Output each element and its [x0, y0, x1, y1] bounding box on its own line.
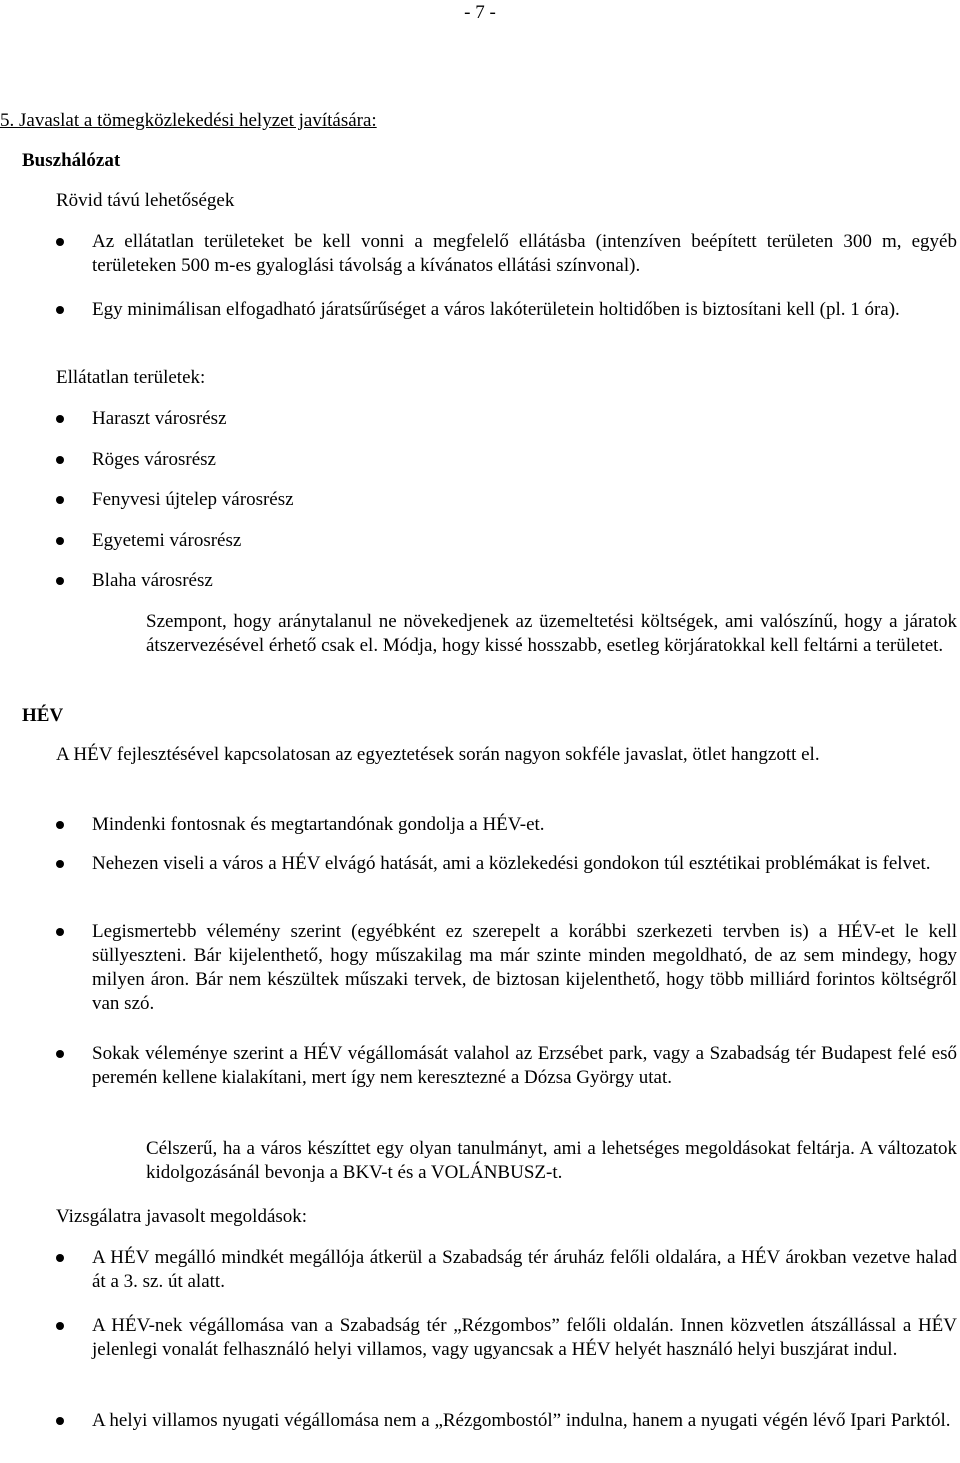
bus-bullet-1: Az ellátatlan területeket be kell vonni a megfelelő ellátásba (intenzíven beépített területen 300 m, egyéb területeken 500 m-es gyaloglási távolság a kívánatos ellátási színvonal). — [92, 231, 957, 276]
proposals-title: Vizsgálatra javasolt megoldások: — [56, 1206, 308, 1227]
bullet-icon — [56, 1417, 64, 1425]
hev-note: Célszerű, ha a város készíttet egy olyan tanulmányt, ami a lehetséges megoldásokat feltárja. A változatok kidolgozásánál bevonja a BKV-t és a VOLÁNBUSZ-t. — [146, 1138, 957, 1183]
area-item-roges: Röges városrész — [92, 449, 216, 470]
bullet-icon — [56, 1322, 64, 1330]
bullet-icon — [56, 238, 64, 246]
short-term-title: Rövid távú lehetőségek — [56, 190, 235, 211]
bullet-icon — [56, 577, 64, 585]
hev-bullet-3: Legismertebb vélemény szerint (egyébként ez szerepelt a korábbi szerkezeti tervben is) a HÉV-et le kell süllyeszteni. Bár kijelenthető, hogy műszakilag ma már szinte minden megoldható, de az sem mindegy, hogy milyen áron. Bár nem készültek műszaki tervek, de biztosan kijelenthető, hogy több milliárd forintos költségről van szó. — [92, 921, 957, 1014]
proposal-2: A HÉV-nek végállomása van a Szabadság tér „Rézgombos” felőli oldalán. Innen közvetlen átszállással a HÉV jelenlegi vonalát felhasználó helyi villamos, vagy ugyancsak a HÉV helyét használó helyi buszjárat indul. — [92, 1315, 957, 1360]
bullet-icon — [56, 1254, 64, 1262]
bullet-icon — [56, 456, 64, 464]
bullet-icon — [56, 821, 64, 829]
bus-heading: Buszhálózat — [22, 150, 121, 171]
section-title: 5. Javaslat a tömegközlekedési helyzet javítására: — [0, 110, 377, 131]
hev-bullet-2: Nehezen viseli a város a HÉV elvágó hatását, ami a közlekedési gondokon túl esztétikai problémákat is felvet. — [92, 853, 931, 874]
hev-bullet-1: Mindenki fontosnak és megtartandónak gondolja a HÉV-et. — [92, 814, 545, 835]
proposal-3: A helyi villamos nyugati végállomása nem a „Rézgombostól” indulna, hanem a nyugati végén lévő Ipari Parktól. — [92, 1410, 951, 1431]
bullet-icon — [56, 496, 64, 504]
bus-bullet-2: Egy minimálisan elfogadható járatsűrűséget a város lakóterületein holtidőben is biztosítani kell (pl. 1 óra). — [92, 299, 900, 320]
bus-note: Szempont, hogy aránytalanul ne növekedjenek az üzemeltetési költségek, ami valószínű, hogy a járatok átszervezésével érhető csak el. Módja, hogy kissé hosszabb, esetleg körjáratokkal kell feltárni a területet. — [146, 611, 957, 656]
proposal-1: A HÉV megálló mindkét megállója átkerül a Szabadság tér áruház felőli oldalára, a HÉV árokban vezetve halad át a 3. sz. út alatt. — [92, 1247, 957, 1292]
hev-bullet-4: Sokak véleménye szerint a HÉV végállomását valahol az Erzsébet park, vagy a Szabadság tér Budapest felé eső peremén kellene kialakítani, mert így nem keresztezné a Dózsa György utat. — [92, 1043, 957, 1088]
area-item-fenyvesi: Fenyvesi újtelep városrész — [92, 489, 294, 510]
bullet-icon — [56, 1050, 64, 1058]
page-number: - 7 - — [464, 2, 496, 23]
bullet-icon — [56, 537, 64, 545]
bullet-icon — [56, 928, 64, 936]
area-item-haraszt: Haraszt városrész — [92, 408, 227, 429]
hev-heading: HÉV — [22, 705, 64, 726]
area-item-egyetemi: Egyetemi városrész — [92, 530, 242, 551]
bullet-icon — [56, 306, 64, 314]
bullet-icon — [56, 860, 64, 868]
hev-intro: A HÉV fejlesztésével kapcsolatosan az egyeztetések során nagyon sokféle javaslat, ötlet hangzott el. — [56, 744, 820, 765]
unserved-title: Ellátatlan területek: — [56, 367, 206, 388]
area-item-blaha: Blaha városrész — [92, 570, 213, 591]
bullet-icon — [56, 415, 64, 423]
